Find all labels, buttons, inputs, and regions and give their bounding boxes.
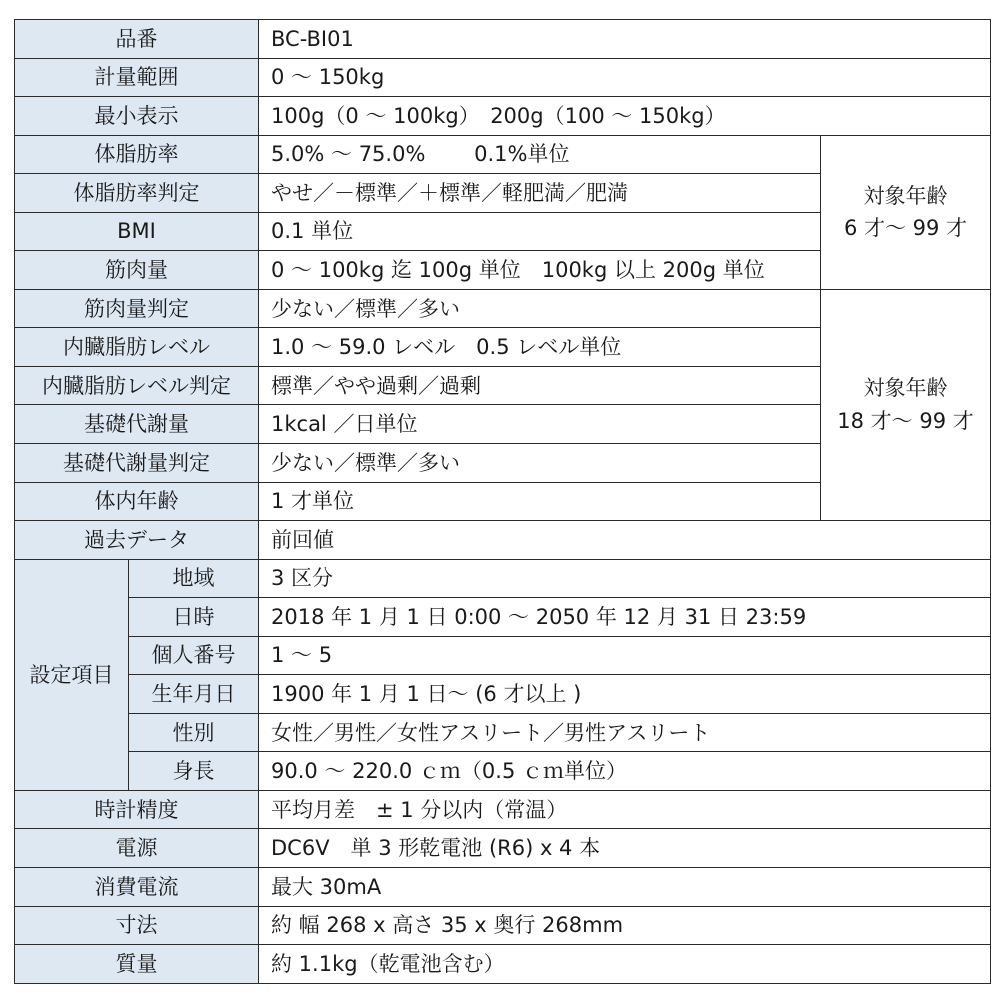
row-value: 少ない／標準／多い <box>259 289 821 328</box>
row-label: 計量範囲 <box>15 58 259 97</box>
row-value: やせ／－標準／＋標準／軽肥満／肥満 <box>259 174 821 213</box>
row-label: 筋肉量判定 <box>15 289 259 328</box>
table-row <box>15 675 991 714</box>
row-label: 質量 <box>15 945 259 984</box>
table-row <box>15 636 991 675</box>
age-range-note <box>821 289 991 520</box>
row-label: 消費電流 <box>15 868 259 907</box>
table-row <box>15 752 991 791</box>
settings-group-label: 設定項目 <box>15 559 129 790</box>
setting-label: 身長 <box>129 752 259 791</box>
row-label: 内臓脂肪レベル <box>15 328 259 367</box>
setting-value: 1900 年 1 月 1 日～ (6 才以上 ) <box>259 675 991 714</box>
row-value: 1 才単位 <box>259 482 821 521</box>
row-label: 内臓脂肪レベル判定 <box>15 366 259 405</box>
row-value: 前回値 <box>259 521 991 560</box>
setting-value: 2018 年 1 月 1 日 0:00 ～ 2050 年 12 月 31 日 23:59 <box>259 598 991 637</box>
spec-table <box>14 19 991 984</box>
row-value: 0.1 単位 <box>259 212 821 251</box>
row-label: 寸法 <box>15 906 259 945</box>
row-label: 最小表示 <box>15 97 259 136</box>
row-value: 0 ～ 100kg 迄 100g 単位 100kg 以上 200g 単位 <box>259 251 821 290</box>
note-title: 対象年齢 <box>863 376 948 401</box>
row-value: 1kcal ／日単位 <box>259 405 821 444</box>
table-row <box>15 289 991 328</box>
table-row <box>15 58 991 97</box>
row-value: 1.0 ～ 59.0 レベル 0.5 レベル単位 <box>259 328 821 367</box>
note-title: 対象年齢 <box>863 183 948 208</box>
table-row <box>15 790 991 829</box>
setting-value: 90.0 ～ 220.0 ｃｍ（0.5 ｃｍ単位） <box>259 752 991 791</box>
table-row <box>15 713 991 752</box>
setting-value: 3 区分 <box>259 559 991 598</box>
setting-label: 日時 <box>129 598 259 637</box>
row-value: BC-BI01 <box>259 20 991 59</box>
setting-label: 生年月日 <box>129 675 259 714</box>
row-label: 体脂肪率 <box>15 135 259 174</box>
table-row <box>15 20 991 59</box>
row-value: 平均月差 ± 1 分以内（常温） <box>259 790 991 829</box>
note-range: 6 才～ 99 才 <box>843 216 968 241</box>
table-row <box>15 97 991 136</box>
row-label: 筋肉量 <box>15 251 259 290</box>
row-label: 体脂肪率判定 <box>15 174 259 213</box>
row-label: 体内年齢 <box>15 482 259 521</box>
row-label: 時計精度 <box>15 790 259 829</box>
setting-value: 女性／男性／女性アスリート／男性アスリート <box>259 713 991 752</box>
table-row <box>15 945 991 984</box>
table-row <box>15 598 991 637</box>
row-value: 約 幅 268 x 高さ 35 x 奥行 268mm <box>259 906 991 945</box>
row-value: 標準／やや過剰／過剰 <box>259 366 821 405</box>
table-row <box>15 559 991 598</box>
row-value: DC6V 単 3 形乾電池 (R6) x 4 本 <box>259 829 991 868</box>
setting-value: 1 ～ 5 <box>259 636 991 675</box>
row-value: 少ない／標準／多い <box>259 444 821 483</box>
age-range-note <box>821 135 991 289</box>
row-label: 電源 <box>15 829 259 868</box>
row-label: 基礎代謝量 <box>15 405 259 444</box>
row-value: 約 1.1kg（乾電池含む） <box>259 945 991 984</box>
note-range: 18 才～ 99 才 <box>837 408 974 433</box>
row-value: 100g（0 ～ 100kg） 200g（100 ～ 150kg） <box>259 97 991 136</box>
setting-label: 個人番号 <box>129 636 259 675</box>
row-value: 最大 30mA <box>259 868 991 907</box>
setting-label: 地域 <box>129 559 259 598</box>
row-label: 品番 <box>15 20 259 59</box>
row-value: 5.0% ～ 75.0% 0.1%単位 <box>259 135 821 174</box>
row-value: 0 ～ 150kg <box>259 58 991 97</box>
row-label: BMI <box>15 212 259 251</box>
table-row <box>15 521 991 560</box>
row-label: 過去データ <box>15 521 259 560</box>
row-label: 基礎代謝量判定 <box>15 444 259 483</box>
table-row <box>15 906 991 945</box>
table-row <box>15 135 991 174</box>
table-row <box>15 829 991 868</box>
table-row <box>15 868 991 907</box>
setting-label: 性別 <box>129 713 259 752</box>
